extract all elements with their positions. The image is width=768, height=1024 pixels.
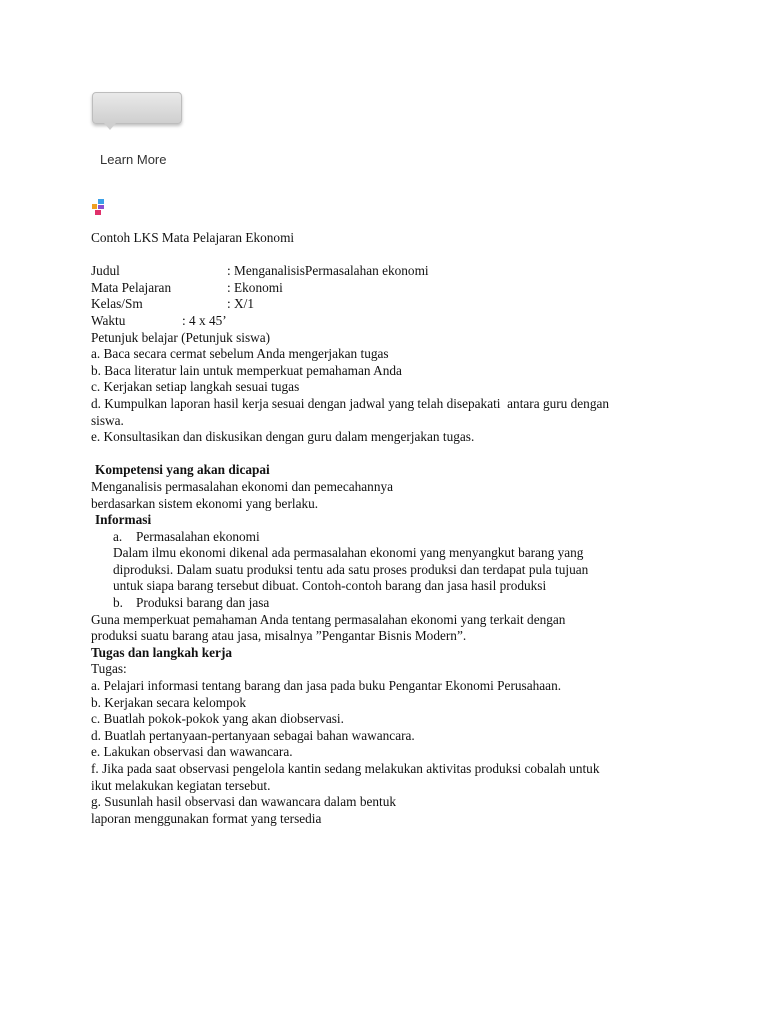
petunjuk-title: Petunjuk belajar (Petunjuk siswa): [91, 329, 271, 345]
kompetensi-heading: Kompetensi yang akan dicapai: [95, 462, 270, 478]
meta-row-mata-pelajaran: [91, 280, 691, 297]
list-marker: a.: [113, 528, 123, 544]
speech-bubble-button[interactable]: [92, 92, 182, 124]
colorful-blocks-app-icon: [91, 199, 107, 215]
document-body: [91, 230, 691, 827]
info-item-title: Permasalahan ekonomi: [136, 528, 260, 544]
info-a-line: diproduksi. Dalam suatu produksi tentu ada satu proses produksi dan terdapat pula tujuan: [113, 561, 589, 577]
tugas-item: f. Jika pada saat observasi pengelola kantin sedang melakukan aktivitas produksi cobalah untuk: [91, 761, 600, 776]
tugas-item: d. Buatlah pertanyaan-pertanyaan sebagai bahan wawancara.: [91, 727, 415, 743]
petunjuk-item: d. Kumpulkan laporan hasil kerja sesuai dengan jadwal yang telah disepakati antara guru dengan: [91, 395, 610, 411]
meta-row-judul: [91, 263, 691, 280]
info-item-a: [91, 529, 691, 546]
tugas-item: c. Buatlah pokok-pokok yang akan diobservasi.: [91, 711, 344, 727]
meta-value: : X/1: [227, 296, 254, 312]
tugas-item: e. Lakukan observasi dan wawancara.: [91, 744, 293, 760]
list-marker: b.: [113, 595, 123, 611]
petunjuk-item: a. Baca secara cermat sebelum Anda mengerjakan tugas: [91, 346, 389, 362]
tugas-item: b. Kerjakan secara kelompok: [91, 694, 247, 710]
petunjuk-item: siswa.: [91, 412, 124, 428]
tugas-item: a. Pelajari informasi tentang barang dan jasa pada buku Pengantar Ekonomi Perusahaan.: [91, 678, 562, 694]
tugas-item: g. Susunlah hasil observasi dan wawancara dalam bentuk: [91, 794, 397, 810]
meta-row-waktu: [91, 313, 691, 330]
kompetensi-line: berdasarkan sistem ekonomi yang berlaku.: [91, 495, 319, 511]
guna-line: produksi suatu barang atau jasa, misalnya ”Pengantar Bisnis Modern”.: [91, 628, 467, 644]
tugas-heading: Tugas dan langkah kerja: [91, 644, 233, 660]
tugas-item: laporan menggunakan format yang tersedia: [91, 810, 322, 826]
meta-label: Kelas/Sm: [91, 296, 143, 312]
learn-more-link[interactable]: Learn More: [100, 152, 167, 167]
petunjuk-item: e. Konsultasikan dan diskusikan dengan guru dalam mengerjakan tugas.: [91, 429, 475, 445]
meta-label: Mata Pelajaran: [91, 279, 172, 295]
info-item-b: [91, 595, 691, 612]
info-a-line: untuk siapa barang tersebut dibuat. Contoh-contoh barang dan jasa hasil produksi: [113, 578, 547, 594]
tugas-label: Tugas:: [91, 661, 127, 677]
meta-label: Waktu: [91, 312, 126, 328]
kompetensi-line: Menganalisis permasalahan ekonomi dan pemecahannya: [91, 478, 394, 494]
informasi-heading: Informasi: [95, 512, 152, 528]
meta-value: : Ekonomi: [227, 279, 283, 295]
meta-value: : MenganalisisPermasalahan ekonomi: [227, 263, 429, 279]
tugas-item: ikut melakukan kegiatan tersebut.: [91, 777, 271, 793]
meta-row-kelas: [91, 296, 691, 313]
speech-bubble-tail: [104, 123, 116, 130]
info-item-title: Produksi barang dan jasa: [136, 595, 270, 611]
guna-line: Guna memperkuat pemahaman Anda tentang permasalahan ekonomi yang terkait dengan: [91, 611, 566, 627]
meta-label: Judul: [91, 263, 120, 279]
petunjuk-item: b. Baca literatur lain untuk memperkuat pemahaman Anda: [91, 362, 402, 378]
info-a-line: Dalam ilmu ekonomi dikenal ada permasalahan ekonomi yang menyangkut barang yang: [113, 545, 584, 561]
document-title: Contoh LKS Mata Pelajaran Ekonomi: [91, 230, 295, 245]
meta-value: : 4 x 45’: [182, 312, 227, 328]
petunjuk-item: c. Kerjakan setiap langkah sesuai tugas: [91, 379, 300, 395]
